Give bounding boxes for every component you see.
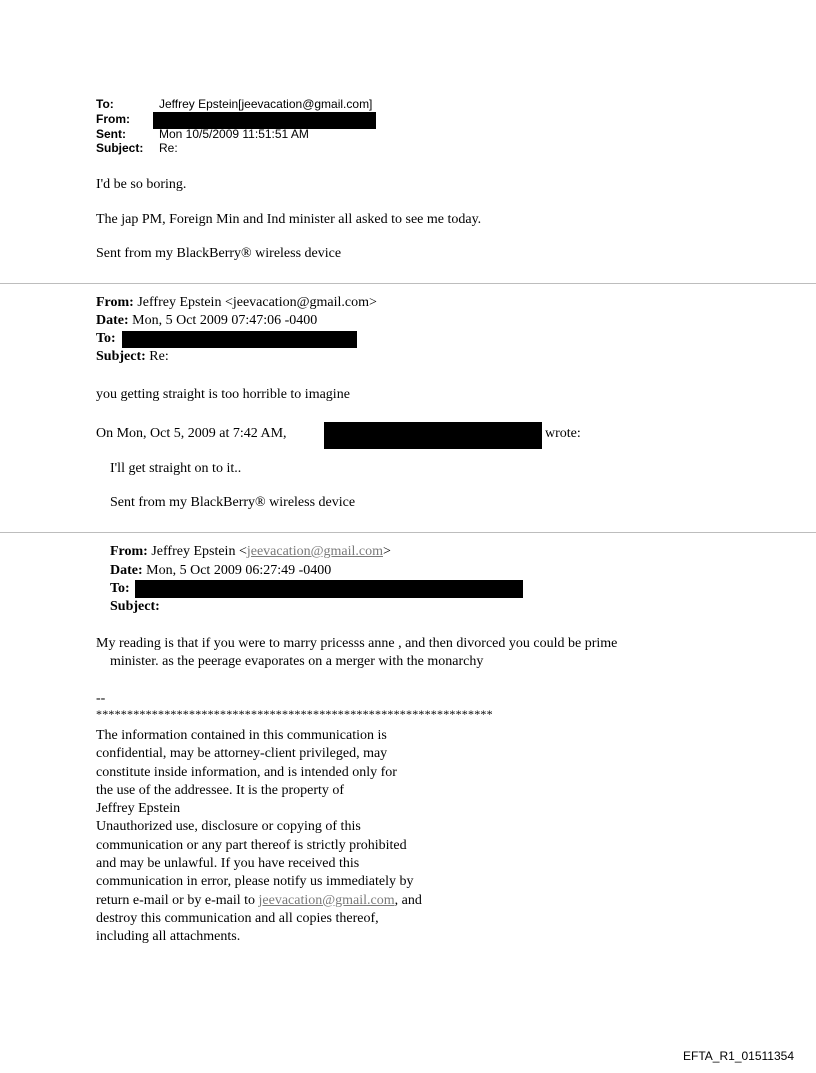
date-label: Date: (110, 563, 143, 578)
signature: Sent from my BlackBerry® wireless device (110, 495, 356, 510)
disclaimer-line: confidential, may be attorney-client privileged, may (96, 746, 388, 762)
disclaimer-line: communication or any part thereof is strictly prohibited (96, 837, 407, 853)
subject-label: Subject: (96, 349, 146, 364)
quoted-to-row (96, 331, 116, 347)
date-label: Date: (96, 313, 129, 328)
subject-label: Subject: (110, 599, 160, 614)
subject-label: Subject: (96, 141, 144, 155)
quoted-from-row (110, 544, 391, 560)
disclaimer-line: communication in error, please notify us immediately by (96, 874, 414, 890)
message-line: My reading is that if you were to marry pricesss anne , and then divorced you could be prime (96, 636, 618, 651)
message-line: The jap PM, Foreign Min and Ind minister all asked to see me today. (96, 212, 482, 227)
wrote-line-prefix: On Mon, Oct 5, 2009 at 7:42 AM, (96, 426, 287, 441)
from-label: From: (96, 112, 130, 126)
quoted-date-row (96, 313, 317, 329)
email-link[interactable]: jeevacation@gmail.com (258, 892, 395, 908)
message-line: I'd be so boring. (96, 177, 187, 192)
from-end: > (382, 544, 391, 559)
subject-value: Re: (159, 141, 178, 155)
sent-label: Sent: (96, 127, 126, 141)
from-value: Jeffrey Epstein <jeevacation@gmail.com> (137, 295, 377, 310)
sent-value: Mon 10/5/2009 11:51:51 AM (159, 127, 309, 141)
disclaimer-line: the use of the addressee. It is the property of (96, 782, 345, 798)
stars-divider: **************************************************************** (96, 707, 493, 721)
to-label: To: (96, 97, 114, 111)
reply-line: I'll get straight on to it.. (110, 461, 242, 476)
from-label: From: (96, 295, 134, 310)
to-label: To: (96, 331, 116, 346)
disclaimer-block (96, 727, 422, 947)
disclaimer-line: Unauthorized use, disclosure or copying of this (96, 819, 361, 835)
to-value: Jeffrey Epstein[jeevacation@gmail.com] (159, 97, 373, 111)
quoted-subject-row (96, 349, 169, 365)
quoted-from-row (96, 295, 377, 311)
redaction-box (122, 331, 357, 348)
disclaimer-line: The information contained in this communication is (96, 728, 387, 743)
disclaimer-line: constitute inside information, and is intended only for (96, 764, 397, 780)
signature-dashes: -- (96, 691, 106, 706)
disclaimer-line (96, 892, 422, 910)
wrote-line-suffix: wrote: (545, 426, 581, 441)
redaction-box (324, 422, 542, 449)
disclaimer-line: and may be unlawful. If you have received this (96, 856, 360, 872)
divider (0, 283, 816, 284)
message-line: you getting straight is too horrible to imagine (96, 387, 350, 402)
to-label: To: (110, 581, 130, 596)
disclaimer-line: destroy this communication and all copies thereof, (96, 910, 379, 926)
from-label: From: (110, 544, 148, 559)
document-id: EFTA_R1_01511354 (683, 1049, 794, 1063)
divider (0, 532, 816, 533)
subject-value: Re: (149, 349, 169, 364)
disclaimer-line: Jeffrey Epstein (96, 801, 181, 817)
disclaimer-text: return e-mail or by e-mail to (96, 892, 259, 908)
quoted-date-row (110, 563, 331, 579)
quoted-to-row (110, 581, 130, 597)
date-value: Mon, 5 Oct 2009 06:27:49 -0400 (146, 563, 332, 578)
message-line: minister. as the peerage evaporates on a merger with the monarchy (110, 654, 484, 669)
email-link[interactable]: jeevacation@gmail.com (246, 544, 383, 559)
disclaimer-text: , and (394, 892, 422, 908)
redaction-box (135, 580, 523, 598)
date-value: Mon, 5 Oct 2009 07:47:06 -0400 (132, 313, 318, 328)
signature: Sent from my BlackBerry® wireless device (96, 246, 342, 261)
disclaimer-line: including all attachments. (96, 929, 241, 945)
from-name: Jeffrey Epstein < (151, 544, 247, 559)
quoted-subject-row (110, 599, 160, 615)
